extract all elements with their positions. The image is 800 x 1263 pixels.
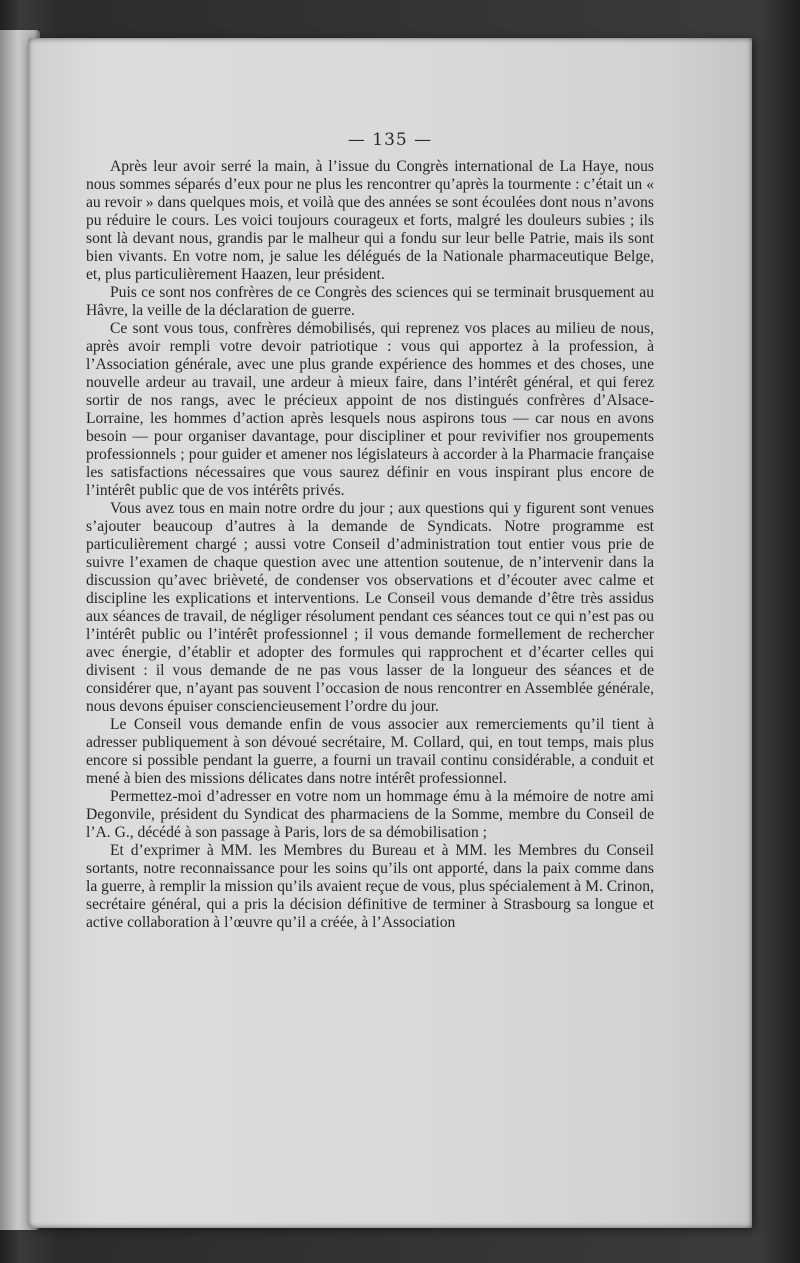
paragraph-4: Vous avez tous en main notre ordre du jour ; aux questions qui y figurent sont venues s’ajouter beaucoup d’autres à la demande de Syndicats. Notre programme est particulièrement chargé ; aussi votre Conseil d’administration tout entier vous prie de suivre l’examen de chaque question avec une attention soutenue, de n’intervenir dans la discussion qu’avec brièveté, de condenser vos observations et d’écouter avec calme et discipline les explications et interventions. Le Conseil vous demande d’être très assidus aux séances de travail, de négliger résolument pendant ces séances tout ce qui n’est pas ou l’intérêt public ou l’intérêt professionnel ; il vous demande formellement de rechercher avec énergie, d’établir et adopter des formules qui rapprochent et d’écarter celles qui divisent : il vous demande de ne pas vous lasser de la longueur des séances et de considérer que, n’ayant pas souvent l’occasion de nous rencontrer en Assemblée générale, nous devons épuiser consciencieusement l’ordre du jour.: [86, 500, 654, 715]
page-number: — 135 —: [347, 130, 433, 150]
paragraph-1: Après leur avoir serré la main, à l’issue du Congrès international de La Haye, nous nous sommes séparés d’eux pour ne plus les rencontrer qu’après la tourmente : c’était un « au revoir » dans quelques mois, et voilà que des années se sont écoulées dont nous n’avons pu réduire le cours. Les voici toujours courageux et forts, malgré les douleurs subies ; ils sont là devant nous, grandis par le malheur qui a fondu sur leur belle Patrie, mais ils sont bien vivants. En votre nom, je salue les délégués de la Nationale pharmaceutique Belge, et, plus particulièrement Haazen, leur président.: [86, 158, 654, 283]
page-body: [86, 158, 654, 932]
paragraph-7: Et d’exprimer à MM. les Membres du Bureau et à MM. les Membres du Conseil sortants, notre reconnaissance pour les soins qu’ils ont apporté, dans la paix comme dans la guerre, à remplir la mission qu’ils avaient reçue de vous, plus spécialement à M. Crinon, secrétaire général, qui a pris la décision définitive de terminer à Strasbourg sa longue et active collaboration à l’œuvre qu’il a créée, à l’Association: [86, 842, 654, 931]
paragraph-5: Le Conseil vous demande enfin de vous associer aux remerciements qu’il tient à adresser publiquement à son dévoué secrétaire, M. Collard, qui, en tout temps, mais plus encore si possible pendant la guerre, a fourni un travail continu considérable, a conduit et mené à bien des missions délicates dans notre intérêt professionnel.: [86, 716, 654, 787]
paragraph-2: Puis ce sont nos confrères de ce Congrès des sciences qui se terminait brusquement au Hâvre, la veille de la déclaration de guerre.: [86, 284, 654, 319]
paragraph-3: Ce sont vous tous, confrères démobilisés, qui reprenez vos places au milieu de nous, après avoir rempli votre devoir patriotique : vous qui apportez à la profession, à l’Association générale, avec une plus grande expérience des hommes et des choses, une nouvelle ardeur au travail, une ardeur à mieux faire, dans l’intérêt général, et qui ferez sortir de nos rangs, avec le précieux appoint de nos distingués confrères d’Alsace-Lorraine, les hommes d’action après lesquels nous aspirons tous — car nous en avons besoin — pour organiser davantage, pour discipliner et pour revivifier nos groupements professionnels ; pour guider et amener nos législateurs à accorder à la Pharmacie française les satisfactions nécessaires que vous saurez définir en vous inspirant plus encore de l’intérêt public que de vos intérêts privés.: [86, 320, 654, 499]
paragraph-6: Permettez-moi d’adresser en votre nom un hommage ému à la mémoire de notre ami Degonvile, président du Syndicat des pharmaciens de la Somme, membre du Conseil de l’A. G., décédé à son passage à Paris, lors de sa démobilisation ;: [86, 788, 654, 841]
book-page: [28, 38, 752, 1228]
